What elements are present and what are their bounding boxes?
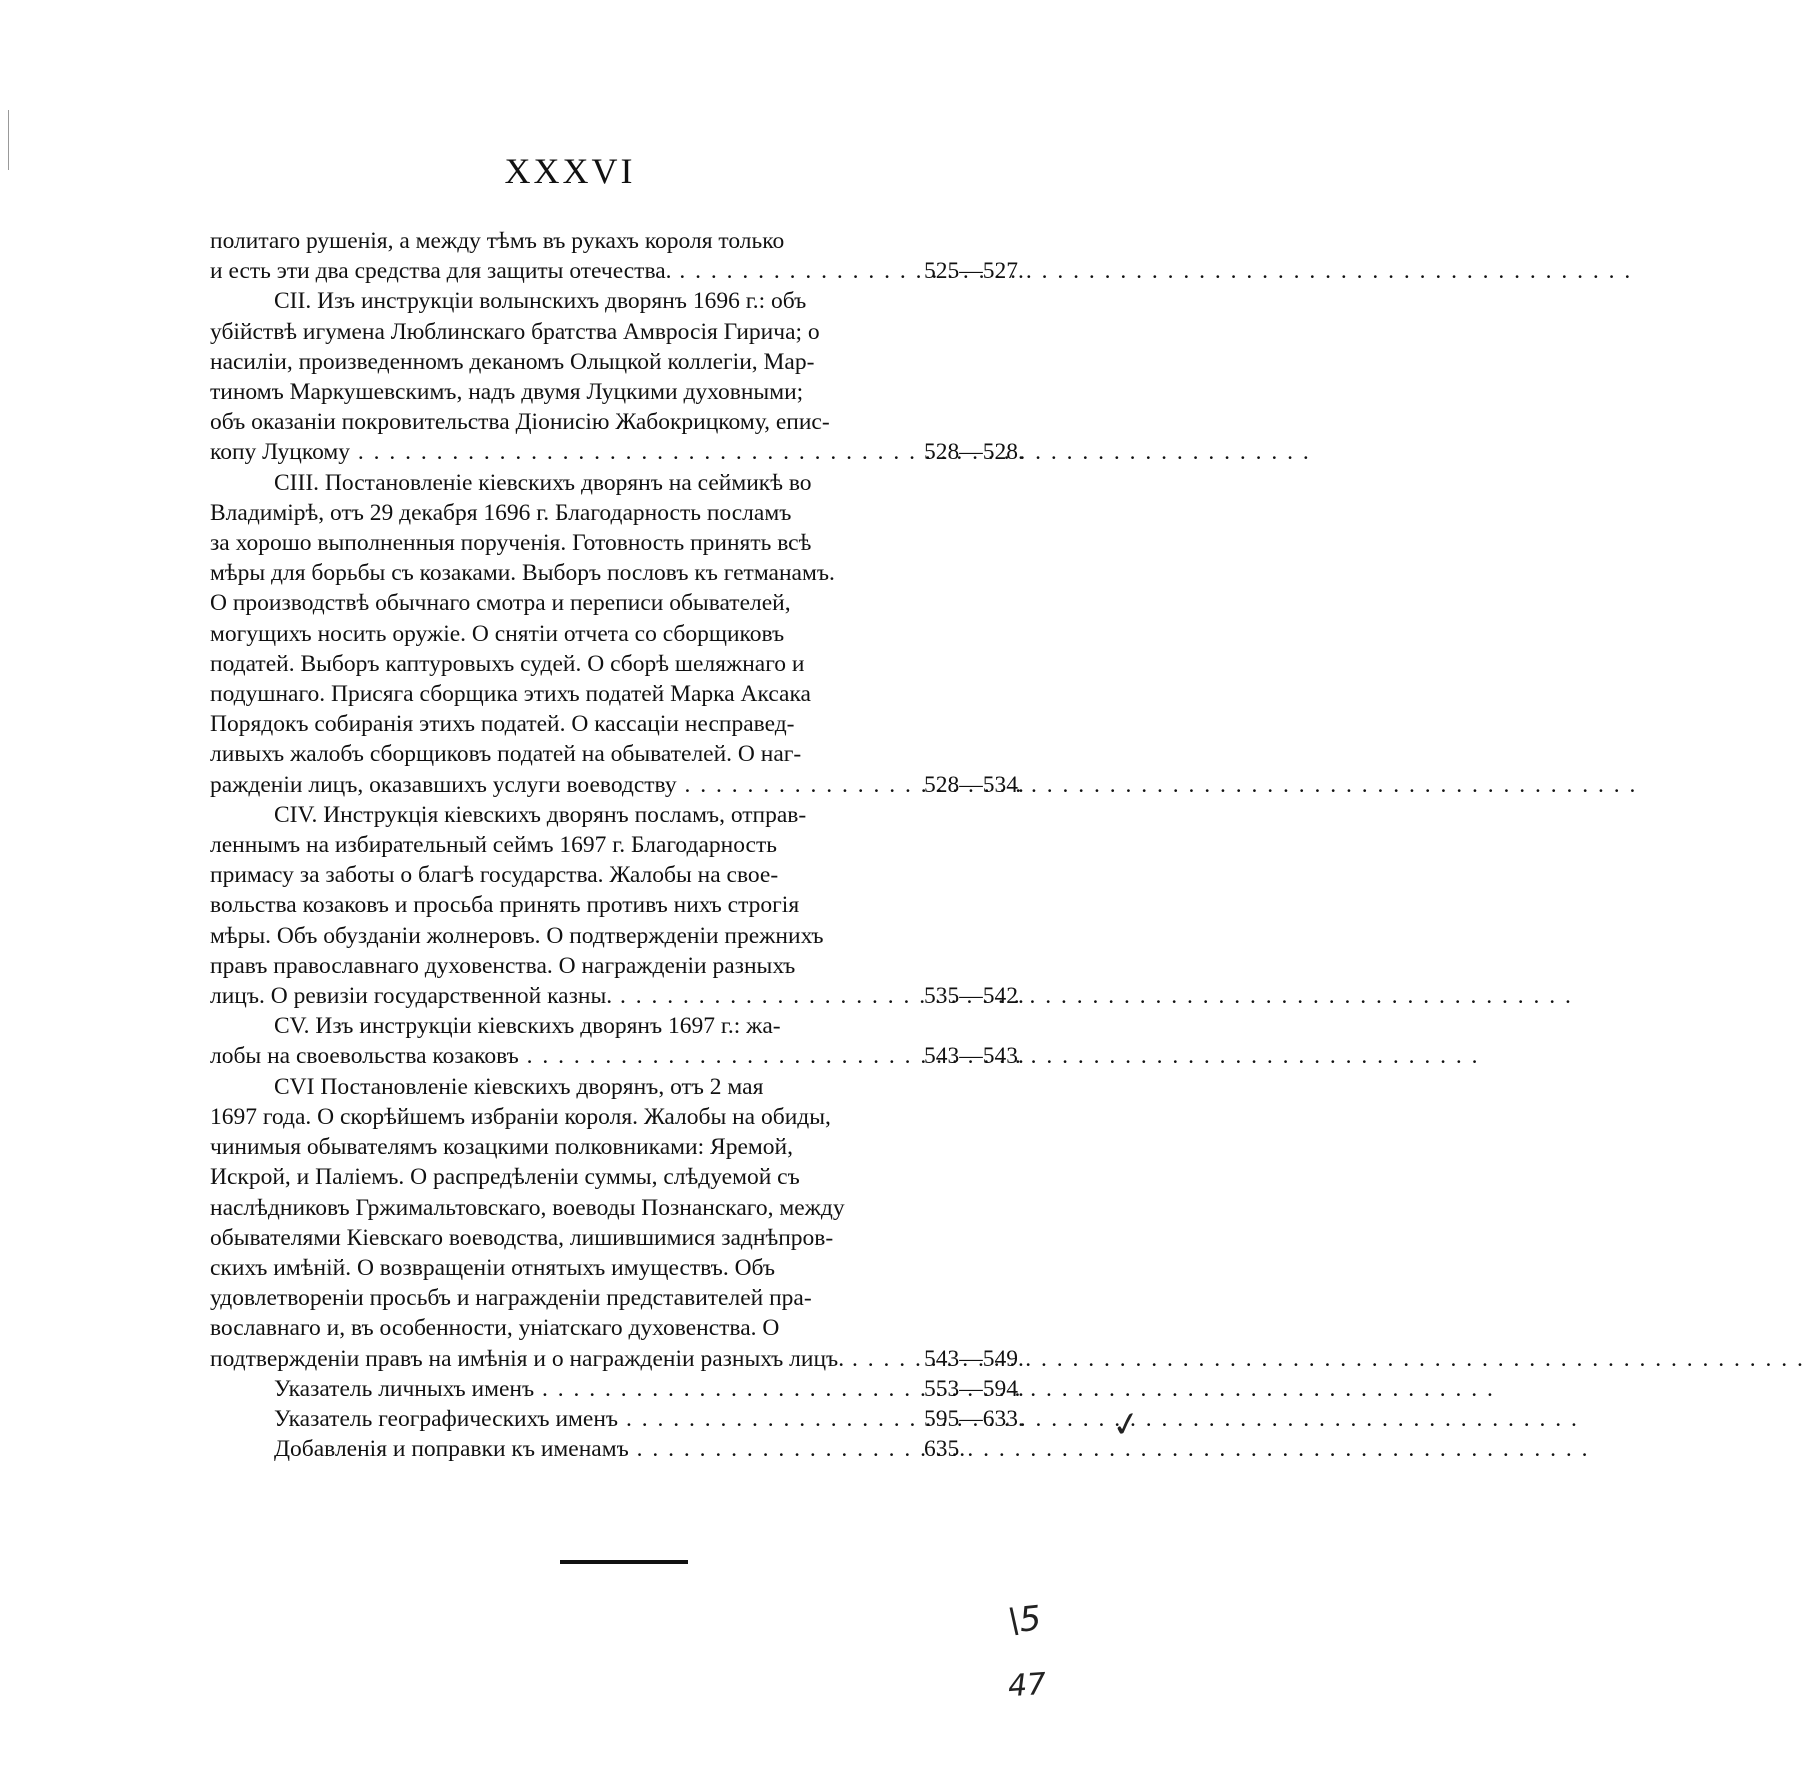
toc-entry-line: удовлетвореніи просьбъ и награжденіи представителей пра- [210, 1285, 812, 1312]
toc-entry-pages [912, 800, 1049, 1011]
closing-rule [560, 1560, 688, 1564]
toc-entry-line: Искрой, и Паліемъ. О распредѣленіи суммы, слѣдуемой съ [210, 1164, 800, 1191]
page-range: 635. [924, 1436, 966, 1463]
toc-entry-text [210, 800, 912, 1011]
toc-entry-line: и есть эти два средства для защиты отечества. . . . [210, 256, 912, 286]
toc-entry-pages [912, 468, 1049, 800]
toc-entry-line: могущихъ носить оружіе. О снятіи отчета со сборщиковъ [210, 620, 785, 647]
toc-index-line: Указатель личныхъ именъ . . . [274, 1374, 912, 1404]
page-range: 528—534. [924, 771, 1024, 798]
toc-entry-line: подушнаго. Присяга сборщика этихъ податей Марка Аксака [210, 681, 811, 708]
toc-entry-line: податей. Выборъ каптуровыхъ судей. О сборѣ шеляжнаго и [210, 650, 805, 677]
toc-entry-line: 1697 года. О скорѣйшемъ избраніи короля. Жалобы на обиды, [210, 1103, 831, 1130]
toc-entry-pages [912, 1072, 1049, 1374]
toc-index-label [274, 1434, 912, 1464]
toc-entry [210, 800, 1050, 1011]
toc-entry-line: объ оказаніи покровительства Діонисію Жабокрицкому, епис- [210, 409, 830, 436]
toc-index-line: Добавленія и поправки къ именамъ . . . [274, 1434, 912, 1464]
toc-entry-line: скихъ имѣній. О возвращеніи отнятыхъ имуществъ. Объ [210, 1254, 776, 1281]
toc-entry-line: обывателями Кіевскаго воеводства, лишившимися заднѣпров- [210, 1224, 834, 1251]
toc-entry-line: мѣры. Объ обузданіи жолнеровъ. О подтвержденіи прежнихъ [210, 922, 824, 949]
toc-index-entry [210, 1374, 1050, 1404]
page-range: 525—527. [924, 258, 1024, 285]
toc-entry-text [210, 286, 912, 467]
toc-entry-line: мѣры для борьбы съ козаками. Выборъ пословъ къ гетманамъ. [210, 560, 835, 587]
table-of-contents [210, 226, 1050, 1464]
toc-entry-line: подтвержденіи правъ на имѣнія и о награжденіи разныхъ лицъ. . . . [210, 1344, 912, 1374]
toc-index-line: Указатель географическихъ именъ . . . [274, 1404, 912, 1434]
page-number: XXXVI [504, 151, 636, 191]
toc-entry-text [210, 468, 912, 800]
page-range: 553—594. [924, 1375, 1024, 1402]
toc-entry-line: насиліи, произведенномъ деканомъ Олыцкой коллегіи, Мар- [210, 348, 815, 375]
toc-entry-line: О производствѣ обычнаго смотра и переписи обывателей, [210, 590, 791, 617]
toc-entry-line: CIV. Инструкція кіевскихъ дворянъ посламъ, отправ- [274, 801, 807, 828]
toc-entries [210, 226, 1050, 1374]
toc-entry-line: Владимірѣ, отъ 29 декабря 1696 г. Благодарность посламъ [210, 499, 792, 526]
toc-entry-line: копу Луцкому . . . [210, 437, 912, 467]
toc-entry-text [210, 1011, 912, 1071]
toc-entry-line: CV. Изъ инструкціи кіевскихъ дворянъ 1697 г.: жа- [274, 1013, 781, 1040]
toc-entry-line: политаго рушенія, а между тѣмъ въ рукахъ короля только [210, 228, 785, 254]
margin-tick-mark: ✓ [1108, 1402, 1144, 1448]
margin-note-15: \5 [1006, 1598, 1044, 1642]
toc-entry-line: CIII. Постановленіе кіевскихъ дворянъ на сеймикѣ во [274, 469, 812, 496]
toc-entry [210, 1011, 1050, 1071]
toc-entry-line: за хорошо выполненныя порученія. Готовность принять всѣ [210, 530, 812, 557]
toc-entry-line: чинимыя обывателямъ козацкими полковниками: Яремой, [210, 1134, 793, 1161]
toc-entry-line: CVI Постановленіе кіевскихъ дворянъ, отъ 2 мая [274, 1073, 764, 1100]
toc-entry-line: убійствѣ игумена Люблинскаго братства Амвросія Гирича; о [210, 318, 820, 345]
page-range: 528—528. [924, 439, 1024, 466]
toc-index-label [274, 1404, 912, 1434]
toc-entry-text [210, 226, 912, 286]
toc-entry-line: леннымъ на избирательный сеймъ 1697 г. Благодарность [210, 832, 777, 859]
toc-entry-line: ражденіи лицъ, оказавшихъ услуги воеводству . . . [210, 770, 912, 800]
toc-entry-line: правъ православнаго духовенства. О награжденіи разныхъ [210, 952, 796, 979]
toc-index-entry [210, 1404, 1050, 1434]
page-range: 535—542. [924, 983, 1024, 1010]
toc-entry-line: лицъ. О ревизіи государственной казны. . . . [210, 981, 912, 1011]
toc-entry-line: лобы на своевольства козаковъ . . . [210, 1041, 912, 1071]
toc-index-label [274, 1374, 912, 1404]
toc-entry-line: наслѣдниковъ Гржимальтовскаго, воеводы Познанскаго, между [210, 1194, 845, 1221]
toc-entry-line: тиномъ Маркушевскимъ, надъ двумя Луцкими духовными; [210, 379, 804, 406]
toc-entry-line: вольства козаковъ и просьба принять противъ нихъ строгія [210, 892, 800, 919]
toc-entry-line: CII. Изъ инструкціи волынскихъ дворянъ 1696 г.: объ [274, 288, 807, 315]
toc-entry-text [210, 1072, 912, 1374]
margin-note-47: 47 [1006, 1666, 1048, 1705]
toc-entry-line: Порядокъ собиранія этихъ податей. О кассаціи несправед- [210, 711, 795, 738]
toc-index-entry [210, 1434, 1050, 1464]
page-range: 543—543. [924, 1043, 1024, 1070]
toc-entry [210, 226, 1050, 286]
toc-entry-line: примасу за заботы о благѣ государства. Жалобы на свое- [210, 862, 779, 889]
toc-entry-line: вославнаго и, въ особенности, уніатскаго духовенства. О [210, 1315, 780, 1342]
toc-entry-line: ливыхъ жалобъ сборщиковъ податей на обывателей. О наг- [210, 741, 802, 768]
toc-entry [210, 1072, 1050, 1374]
page-range: 595—633. [924, 1405, 1024, 1432]
toc-entry [210, 286, 1050, 467]
toc-entry [210, 468, 1050, 800]
page-range: 543—549. [924, 1345, 1024, 1372]
toc-index-entries [210, 1374, 1050, 1465]
